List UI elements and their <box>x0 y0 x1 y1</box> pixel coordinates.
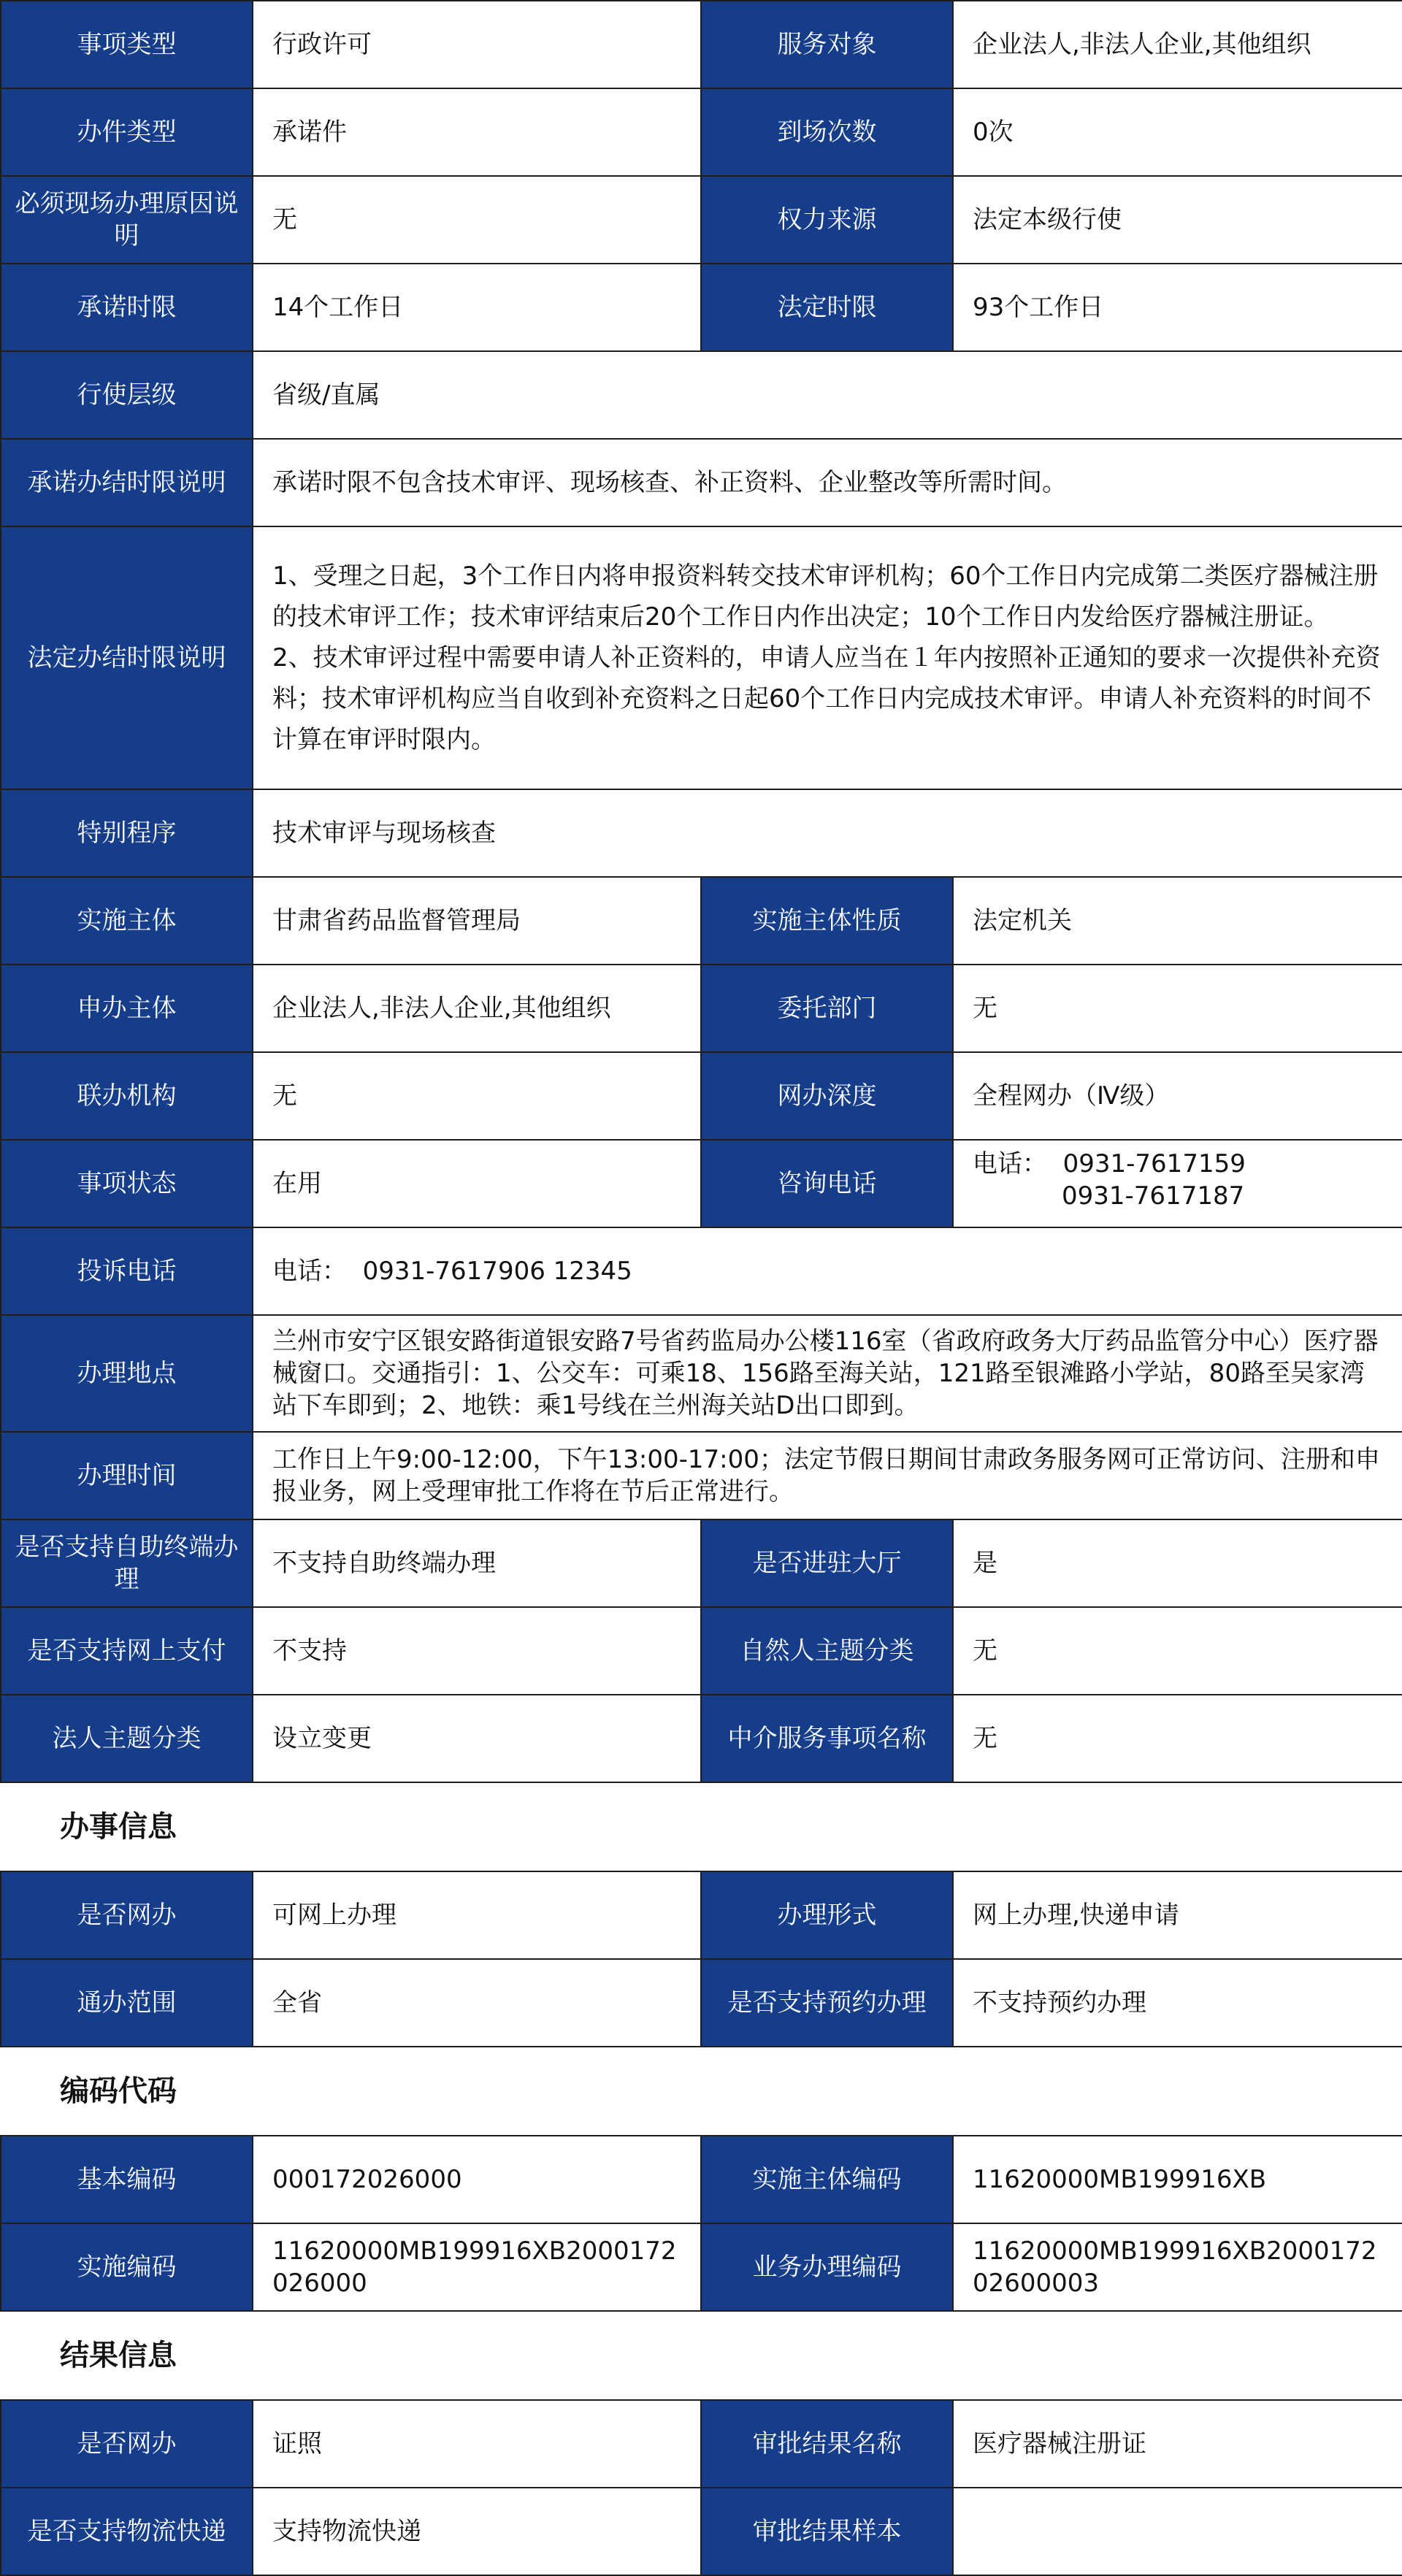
legal-person-theme-value: 设立变更 <box>253 1695 701 1782</box>
entrusted-dept-value: 无 <box>953 965 1402 1052</box>
table-row <box>1 1315 1402 1432</box>
exercise-level-value: 省级/直属 <box>253 351 1402 439</box>
person-theme-value: 无 <box>953 1607 1402 1695</box>
phone-prefix: 电话： <box>973 1149 1047 1178</box>
table-row <box>1 2400 1402 2488</box>
table-row <box>1 439 1402 526</box>
consult-phone-label: 咨询电话 <box>701 1140 953 1227</box>
legal-limit-value: 93个工作日 <box>953 264 1402 351</box>
table-row <box>1 351 1402 439</box>
table-row <box>1 1695 1402 1782</box>
table-row <box>1 965 1402 1052</box>
table-row <box>1 2223 1402 2311</box>
special-procedure-label: 特别程序 <box>1 789 253 877</box>
table-row <box>1 1052 1402 1140</box>
result-info-title: 结果信息 <box>60 2339 177 2372</box>
complaint-phone-value: 电话： 0931-7617906 12345 <box>253 1227 1402 1315</box>
is-online-value: 可网上办理 <box>253 1871 701 1959</box>
appointment-label: 是否支持预约办理 <box>701 1959 953 2047</box>
table-row <box>1 1227 1402 1315</box>
online-payment-label: 是否支持网上支付 <box>1 1607 253 1695</box>
result-name-value: 医疗器械注册证 <box>953 2400 1402 2488</box>
handling-form-value: 网上办理,快递申请 <box>953 1871 1402 1959</box>
is-online-label: 是否网办 <box>1 1871 253 1959</box>
consult-phone-line-2 <box>973 1180 1383 1212</box>
legal-limit-label: 法定时限 <box>701 264 953 351</box>
office-info-table <box>0 1871 1402 2047</box>
table-row <box>1 1871 1402 1959</box>
table-row <box>1 1 1402 88</box>
table-row <box>1 2136 1402 2223</box>
legal-note-paragraph-2: 2、技术审评过程中需要申请人补正资料的，申请人应当在１年内按照补正通知的要求一次提供补充资料；技术审评机构应当自收到补充资料之日起60个工作日内完成技术审评。申请人补充资料的时间不计算在审评时限内。 <box>272 643 1381 754</box>
in-hall-label: 是否进驻大厅 <box>701 1519 953 1607</box>
table-row <box>1 1519 1402 1607</box>
body-nature-value: 法定机关 <box>953 877 1402 965</box>
online-depth-label: 网办深度 <box>701 1052 953 1140</box>
entrusted-dept-label: 委托部门 <box>701 965 953 1052</box>
body-code-label: 实施主体编码 <box>701 2136 953 2223</box>
result-sample-value <box>953 2488 1402 2575</box>
self-service-label: 是否支持自助终端办理 <box>1 1519 253 1607</box>
applicant-body-label: 申办主体 <box>1 965 253 1052</box>
body-nature-label: 实施主体性质 <box>701 877 953 965</box>
table-row <box>1 1432 1402 1519</box>
table-row <box>1 789 1402 877</box>
onsite-reason-label: 必须现场办理原因说明 <box>1 176 253 264</box>
basic-code-value: 000172026000 <box>253 2136 701 2223</box>
consult-phone-1: 0931-7617159 <box>1062 1149 1246 1178</box>
logistics-label: 是否支持物流快递 <box>1 2488 253 2575</box>
complaint-phone-label: 投诉电话 <box>1 1227 253 1315</box>
table-row <box>1 176 1402 264</box>
table-row <box>1 526 1402 789</box>
online-depth-value: 全程网办（Ⅳ级） <box>953 1052 1402 1140</box>
result-online-label: 是否网办 <box>1 2400 253 2488</box>
scope-value: 全省 <box>253 1959 701 2047</box>
joint-agency-value: 无 <box>253 1052 701 1140</box>
online-payment-value: 不支持 <box>253 1607 701 1695</box>
table-row <box>1 1607 1402 1695</box>
item-type-value: 行政许可 <box>253 1 701 88</box>
visit-count-value: 0次 <box>953 88 1402 176</box>
implement-code-value: 11620000MB199916XB2000172026000 <box>253 2223 701 2311</box>
location-label: 办理地点 <box>1 1315 253 1432</box>
applicant-body-value: 企业法人,非法人企业,其他组织 <box>253 965 701 1052</box>
implementing-body-label: 实施主体 <box>1 877 253 965</box>
promise-note-label: 承诺办结时限说明 <box>1 439 253 526</box>
handling-form-label: 办理形式 <box>701 1871 953 1959</box>
legal-note-value <box>253 526 1402 789</box>
item-status-label: 事项状态 <box>1 1140 253 1227</box>
result-sample-label: 审批结果样本 <box>701 2488 953 2575</box>
implementing-body-value: 甘肃省药品监督管理局 <box>253 877 701 965</box>
scope-label: 通办范围 <box>1 1959 253 2047</box>
body-code-value: 11620000MB199916XB <box>953 2136 1402 2223</box>
result-info-table <box>0 2399 1402 2576</box>
promise-limit-label: 承诺时限 <box>1 264 253 351</box>
case-type-label: 办件类型 <box>1 88 253 176</box>
intermediary-service-value: 无 <box>953 1695 1402 1782</box>
joint-agency-label: 联办机构 <box>1 1052 253 1140</box>
service-target-label: 服务对象 <box>701 1 953 88</box>
item-status-value: 在用 <box>253 1140 701 1227</box>
special-procedure-value: 技术审评与现场核查 <box>253 789 1402 877</box>
in-hall-value: 是 <box>953 1519 1402 1607</box>
person-theme-label: 自然人主题分类 <box>701 1607 953 1695</box>
onsite-reason-value: 无 <box>253 176 701 264</box>
table-row <box>1 877 1402 965</box>
service-target-value: 企业法人,非法人企业,其他组织 <box>953 1 1402 88</box>
visit-count-label: 到场次数 <box>701 88 953 176</box>
basic-code-label: 基本编码 <box>1 2136 253 2223</box>
exercise-level-label: 行使层级 <box>1 351 253 439</box>
table-row <box>1 2488 1402 2575</box>
business-code-label: 业务办理编码 <box>701 2223 953 2311</box>
table-row <box>1 88 1402 176</box>
appointment-value: 不支持预约办理 <box>953 1959 1402 2047</box>
promise-limit-value: 14个工作日 <box>253 264 701 351</box>
business-code-value: 11620000MB199916XB200017202600003 <box>953 2223 1402 2311</box>
case-type-value: 承诺件 <box>253 88 701 176</box>
result-name-label: 审批结果名称 <box>701 2400 953 2488</box>
legal-note-label: 法定办结时限说明 <box>1 526 253 789</box>
office-hours-value: 工作日上午9:00-12:00，下午13:00-17:00；法定节假日期间甘肃政务服务网可正常访问、注册和申报业务，网上受理审批工作将在节后正常进行。 <box>253 1432 1402 1519</box>
power-source-value: 法定本级行使 <box>953 176 1402 264</box>
codes-table <box>0 2135 1402 2312</box>
table-row <box>1 1140 1402 1227</box>
logistics-value: 支持物流快递 <box>253 2488 701 2575</box>
location-value: 兰州市安宁区银安路街道银安路7号省药监局办公楼116室（省政府政务大厅药品监管分中心）医疗器械窗口。交通指引：1、公交车：可乘18、156路至海关站，121路至银滩路小学站，80路至吴家湾站下车即到；2、地铁：乘1号线在兰州海关站D出口即到。 <box>253 1315 1402 1432</box>
promise-note-value: 承诺时限不包含技术审评、现场核查、补正资料、企业整改等所需时间。 <box>253 439 1402 526</box>
legal-note-paragraph-1: 1、受理之日起，3个工作日内将申报资料转交技术审评机构；60个工作日内完成第二类医疗器械注册的技术审评工作；技术审评结束后20个工作日内作出决定；10个工作日内发给医疗器械注册证。 <box>272 561 1379 632</box>
consult-phone-line-1 <box>973 1148 1383 1180</box>
office-hours-label: 办理时间 <box>1 1432 253 1519</box>
codes-title: 编码代码 <box>60 2074 177 2108</box>
intermediary-service-label: 中介服务事项名称 <box>701 1695 953 1782</box>
power-source-label: 权力来源 <box>701 176 953 264</box>
result-online-value: 证照 <box>253 2400 701 2488</box>
legal-person-theme-label: 法人主题分类 <box>1 1695 253 1782</box>
self-service-value: 不支持自助终端办理 <box>253 1519 701 1607</box>
office-info-title: 办事信息 <box>60 1810 177 1844</box>
table-row <box>1 1959 1402 2047</box>
table-row <box>1 264 1402 351</box>
item-type-label: 事项类型 <box>1 1 253 88</box>
consult-phone-value <box>953 1140 1402 1227</box>
implement-code-label: 实施编码 <box>1 2223 253 2311</box>
consult-phone-2: 0931-7617187 <box>1062 1181 1245 1211</box>
